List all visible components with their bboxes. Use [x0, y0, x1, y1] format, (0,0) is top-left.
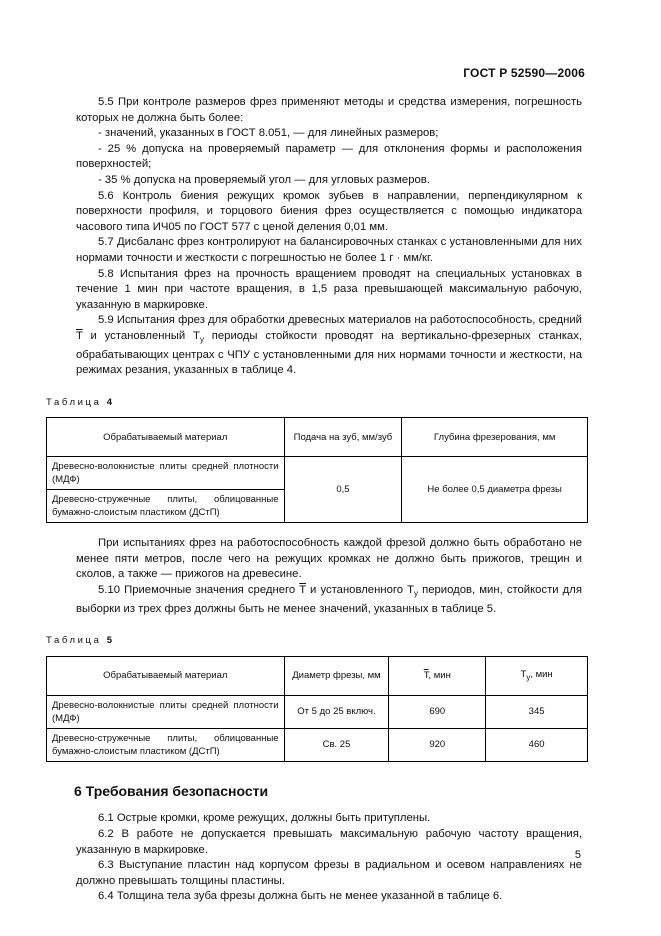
table-cell: Древесно-волокнистые плиты средней плотности (МДФ) — [47, 457, 285, 490]
table-5-caption: Таблица 5 — [46, 635, 112, 647]
table-header-cell: $\overline{T}$, мин — [389, 656, 486, 695]
paragraph-5-7: 5.7 Дисбаланс фрез контролируют на балансировочных станках с установленными для них нормами точности и жесткости с погрешностью не более 1 г · мм/кг. — [76, 236, 582, 264]
paragraph-5-6: 5.6 Контроль биения режущих кромок зубьев в направлении, перпендикулярном к поверхности профиля, и торцового биения фрез осуществляется с помощью индикатора часового типа ИЧ05 по ГОСТ 577 с ценой деления 0,01 мм. — [76, 189, 582, 233]
table-header-row — [47, 656, 588, 695]
table-header-cell: Подача на зуб, мм/зуб — [284, 418, 402, 457]
list-item: - 35 % допуска на проверяемый угол — для угловых размеров. — [98, 173, 430, 186]
table-cell: От 5 до 25 включ. — [284, 695, 389, 728]
table-5 — [46, 656, 588, 762]
table-cell: Древесно-стружечные плиты, облицованные бумажно-слоистым пластиком (ДСтП) — [47, 728, 285, 761]
table-row — [47, 457, 588, 490]
paragraph-6-4: 6.4 Толщина тела зуба фрезы должна быть не менее указанной в таблице 6. — [98, 890, 503, 903]
document-code: ГОСТ Р 52590—2006 — [463, 66, 585, 80]
table-cell: Древесно-волокнистые плиты средней плотности (МДФ) — [47, 695, 285, 728]
paragraph-6-2: 6.2 В работе не допускается превышать максимальную рабочую частоту вращения, указанную в маркировке. — [76, 828, 582, 856]
paragraph-5-10: 5.10 Приемочные значения среднего $\overline{T}$ и установленного $T_у$ периодов, мин, стойкости для выборки из трех фрез должны быть не менее значений, указанных в таблице 5. — [76, 584, 582, 615]
table-4 — [46, 417, 588, 523]
table-header-cell: Диаметр фрезы, мм — [284, 656, 389, 695]
section-6-heading: 6 Требования безопасности — [74, 782, 269, 799]
table-cell: 920 — [389, 728, 486, 761]
list-item: - 25 % допуска на проверяемый параметр — для отклонения формы и расположения поверхностей; — [76, 142, 582, 171]
table-cell: 690 — [389, 695, 486, 728]
table-4-caption: Таблица 4 — [46, 396, 112, 408]
table-cell: Древесно-стружечные плиты, облицованные бумажно-слоистым пластиком (ДСтП) — [47, 490, 285, 523]
table-cell: 460 — [486, 728, 588, 761]
table-header-cell: Глубина фрезерования, мм — [402, 418, 588, 457]
paragraph-6-3: 6.3 Выступание пластин над корпусом фрезы в радиальном и осевом направлениях не должно превышать толщины пластины. — [76, 859, 582, 887]
table-row — [47, 695, 588, 728]
table-cell: 345 — [486, 695, 588, 728]
table-row — [47, 728, 588, 761]
table-header-cell: Обрабатываемый материал — [47, 656, 285, 695]
mean-life-symbol: $\overline{T}$ — [299, 584, 306, 597]
list-item: - значений, указанных в ГОСТ 8.051, — для линейных размеров; — [98, 127, 439, 140]
paragraph-5-8: 5.8 Испытания фрез на прочность вращением проводят на специальных установках в течение 1 мин при частоте вращения, в 1,5 раза превышающей максимальную рабочую, указанную в маркировке. — [76, 267, 582, 311]
table-header-cell: $T_у$, мин — [486, 656, 588, 695]
page-number: 5 — [574, 849, 581, 861]
paragraph-6-1: 6.1 Острые кромки, кроме режущих, должны быть притуплены. — [98, 812, 431, 825]
table-cell: Св. 25 — [284, 728, 389, 761]
mean-life-symbol: $\overline{T}$ — [76, 329, 83, 342]
paragraph-5-9: 5.9 Испытания фрез для обработки древесных материалов на работоспособность, средний $\overline{T}$ и установленный $T_у$ периоды стойкости проводят на вертикально-фрезерных станках, обрабатывающих центрах с ЧПУ с установленными для них нормами точности и жесткости, на режимах резания, указанных в таблице 4. — [76, 314, 582, 377]
page-body — [46, 95, 582, 905]
paragraph-5-5: 5.5 При контроле размеров фрез применяют методы и средства измерения, погрешность которых не должна быть более: — [76, 96, 582, 124]
table-header-cell: Обрабатываемый материал — [47, 418, 285, 457]
table-header-row — [47, 418, 588, 457]
table-cell: 0,5 — [284, 457, 402, 523]
table-cell: Не более 0,5 диаметра фрезы — [402, 457, 588, 523]
paragraph-test: При испытаниях фрез на работоспособность каждой фрезой должно быть обработано не менее пяти метров, после чего на режущих кромках не должно быть прижогов, трещин и сколов, а также — прижогов на древесине. — [76, 537, 582, 581]
